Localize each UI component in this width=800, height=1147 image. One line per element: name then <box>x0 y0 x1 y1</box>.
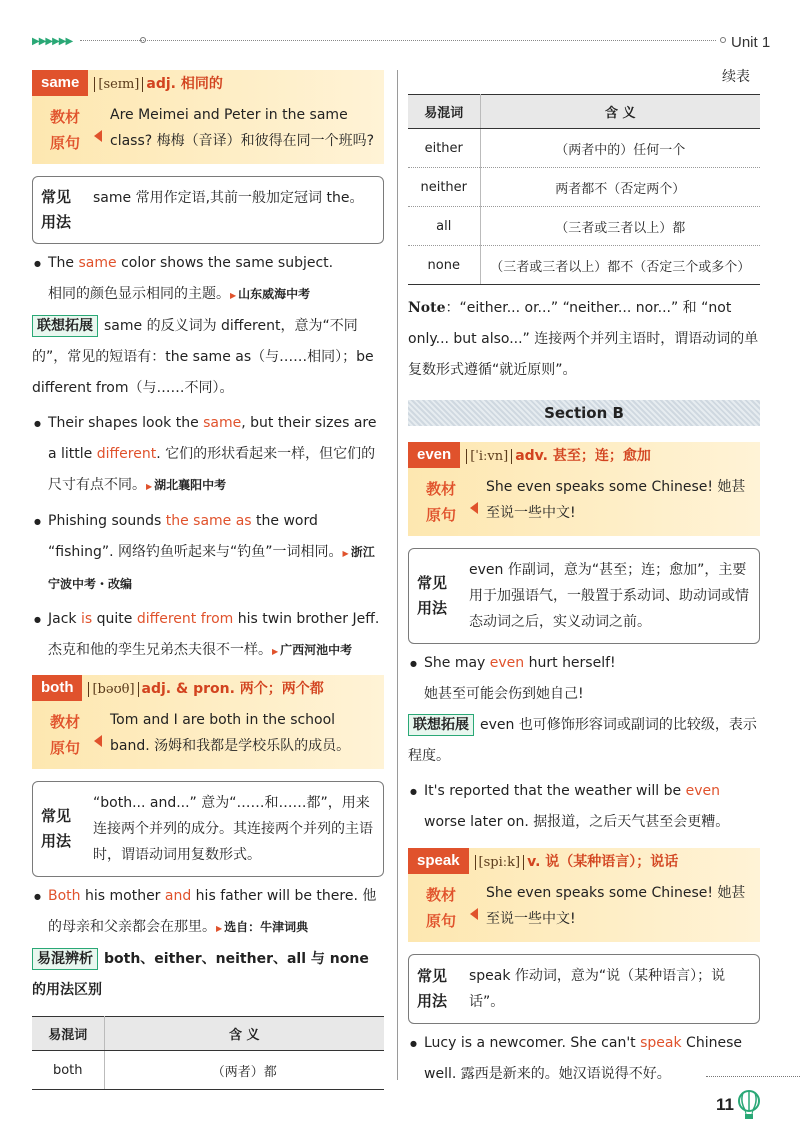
word-card-even <box>408 442 760 536</box>
example-sentence: ● Both his mother and his father will be there. 他的母亲和父亲都会在那里。▶ 选自：牛津词典 <box>32 881 384 944</box>
phonetic: [seɪm] <box>94 77 143 92</box>
source-label: ▶ 广西河池中考 <box>272 643 352 657</box>
meaning: adv. 甚至；连；愈加 <box>515 448 651 464</box>
usage-box <box>408 954 760 1024</box>
page-number: 11 <box>716 1095 734 1114</box>
table-row: none （三者或三者以上）都不（否定三个或多个） <box>408 246 760 285</box>
word-card-speak <box>408 848 760 942</box>
word-card-same <box>32 70 384 164</box>
meaning: adj. & pron. 两个；两个都 <box>141 681 324 697</box>
example-sentence: ● The same color shows the same subject. 相同的颜色显示相同的主题。▶ 山东威海中考 <box>32 248 384 311</box>
meaning: v. 说（某种语言）；说话 <box>527 854 679 870</box>
usage-text: “both... and...” 意为“……和……都”，用来连接两个并列的成分。其连接两个并列的主语时，谓语动词用复数形式。 <box>93 795 373 863</box>
left-column <box>32 70 384 1090</box>
confusion-heading: 易混辨析 both、either、neither、all 与 none 的用法区别 <box>32 944 384 1006</box>
textbook-sentence: Are Meimei and Peter in the same class? 梅梅（音译）和彼得在同一个班吗? <box>110 107 375 149</box>
page-number-area <box>716 1090 762 1120</box>
column-divider <box>397 70 398 1080</box>
triangle-icon <box>470 502 478 514</box>
meaning: adj. 相同的 <box>146 76 223 92</box>
usage-box <box>32 781 384 877</box>
source-label: ▶ 浙江宁波中考・改编 <box>48 545 375 591</box>
source-label: ▶ 湖北襄阳中考 <box>146 478 226 492</box>
note-label: Note <box>408 300 446 316</box>
triangle-icon <box>94 130 102 142</box>
word-tag: both <box>32 675 82 701</box>
hot-air-balloon-icon <box>736 1090 762 1120</box>
phonetic: [bəʊθ] <box>88 682 138 697</box>
phonetic: [spiːk] <box>475 855 525 870</box>
table-row: all （三者或三者以上）都 <box>408 207 760 246</box>
extension-tag: 联想拓展 <box>408 714 474 736</box>
usage-text: even 作副词，意为“甚至；连；愈加”，主要用于加强语气，一般置于系动词、助动词或情态动词之后，实义动词之前。 <box>469 562 749 630</box>
example-sentence: ● It's reported that the weather will be even worse later on. 据报道，之后天气甚至会更糟。 <box>408 776 760 838</box>
header-rule <box>80 40 716 41</box>
example-sentence: ● Phishing sounds the same as the word “fishing”. 网络钓鱼听起来与“钓鱼”一词相同。▶ 浙江宁波中考・改编 <box>32 506 384 600</box>
footer-rule <box>706 1076 800 1077</box>
extension-paragraph: 联想拓展 same 的反义词为 different，意为“不同的”，常见的短语有：the same as（与……相同）；be different from（与……不同）。 <box>32 311 384 404</box>
header-dot <box>720 37 726 43</box>
word-definition <box>475 851 679 871</box>
example-sentence: ● Their shapes look the same, but their sizes are a little different. 它们的形状看起来一样，但它们的尺寸有点不同。▶ 湖北襄阳中考 <box>32 408 384 502</box>
word-tag: speak <box>408 848 469 874</box>
continued-label: 续表 <box>722 69 750 85</box>
word-tag: even <box>408 442 460 468</box>
word-definition <box>94 73 222 93</box>
textbook-badge: 教材 原句 <box>425 480 456 524</box>
textbook-badge: 教材 原句 <box>425 886 456 930</box>
table-header: 含 义 <box>104 1017 384 1051</box>
textbook-badge: 教材 原句 <box>49 108 80 152</box>
unit-label: Unit 1 <box>731 34 771 51</box>
arrows-icon: ▶▶▶▶▶▶ <box>32 36 73 47</box>
usage-label: 常见 用法 <box>41 807 72 850</box>
table-header: 含 义 <box>480 95 760 129</box>
textbook-sentence: She even speaks some Chinese! 她甚至说一些中文! <box>486 885 746 927</box>
comparison-table <box>32 1016 384 1090</box>
textbook-badge: 教材 原句 <box>49 713 80 757</box>
table-row: either （两者中的）任何一个 <box>408 129 760 168</box>
confusion-tag: 易混辨析 <box>32 948 98 970</box>
usage-label: 常见 用法 <box>41 188 72 231</box>
page-header <box>0 0 800 60</box>
triangle-icon <box>94 735 102 747</box>
usage-box <box>408 548 760 644</box>
example-sentence: ● She may even hurt herself! 她甚至可能会伤到她自己! <box>408 648 760 710</box>
example-sentence: ● Lucy is a newcomer. She can't speak Chinese well. 露西是新来的。她汉语说得不好。 <box>408 1028 760 1090</box>
usage-box <box>32 176 384 244</box>
phonetic: [ˈiːvn] <box>466 449 512 464</box>
header-dot <box>140 37 146 43</box>
word-tag: same <box>32 70 88 96</box>
example-sentence: ● Jack is quite different from his twin brother Jeff. 杰克和他的孪生兄弟杰夫很不一样。▶ 广西河池中考 <box>32 604 384 667</box>
usage-text: same 常用作定语,其前一般加定冠词 the。 <box>93 190 364 206</box>
word-definition <box>88 678 323 698</box>
source-label: ▶ 山东威海中考 <box>230 287 310 301</box>
word-card-both <box>32 675 384 769</box>
right-column <box>408 66 760 1090</box>
table-header: 易混词 <box>32 1017 104 1051</box>
usage-text: speak 作动词，意为“说（某种语言）；说话”。 <box>469 968 726 1010</box>
note-paragraph: Note：“either... or...” “neither... nor...” 和 “not only... but also...” 连接两个并列主语时，谓语动词的单复数形式遵循“就近原则”。 <box>408 300 759 378</box>
textbook-sentence: She even speaks some Chinese! 她甚至说一些中文! <box>486 479 746 521</box>
table-header: 易混词 <box>408 95 480 129</box>
source-label: ▶ 选自：牛津词典 <box>216 920 308 934</box>
comparison-table <box>408 94 760 285</box>
usage-label: 常见 用法 <box>417 967 448 1010</box>
table-row: neither 两者都不（否定两个） <box>408 168 760 207</box>
triangle-icon <box>470 908 478 920</box>
textbook-sentence: Tom and I are both in the school band. 汤姆和我都是学校乐队的成员。 <box>110 712 351 754</box>
section-heading: Section B <box>408 400 760 426</box>
usage-label: 常见 用法 <box>417 574 448 617</box>
extension-tag: 联想拓展 <box>32 315 98 337</box>
table-row: both （两者）都 <box>32 1051 384 1090</box>
word-definition <box>466 445 651 465</box>
extension-paragraph: 联想拓展 even 也可修饰形容词或副词的比较级，表示程度。 <box>408 710 760 772</box>
